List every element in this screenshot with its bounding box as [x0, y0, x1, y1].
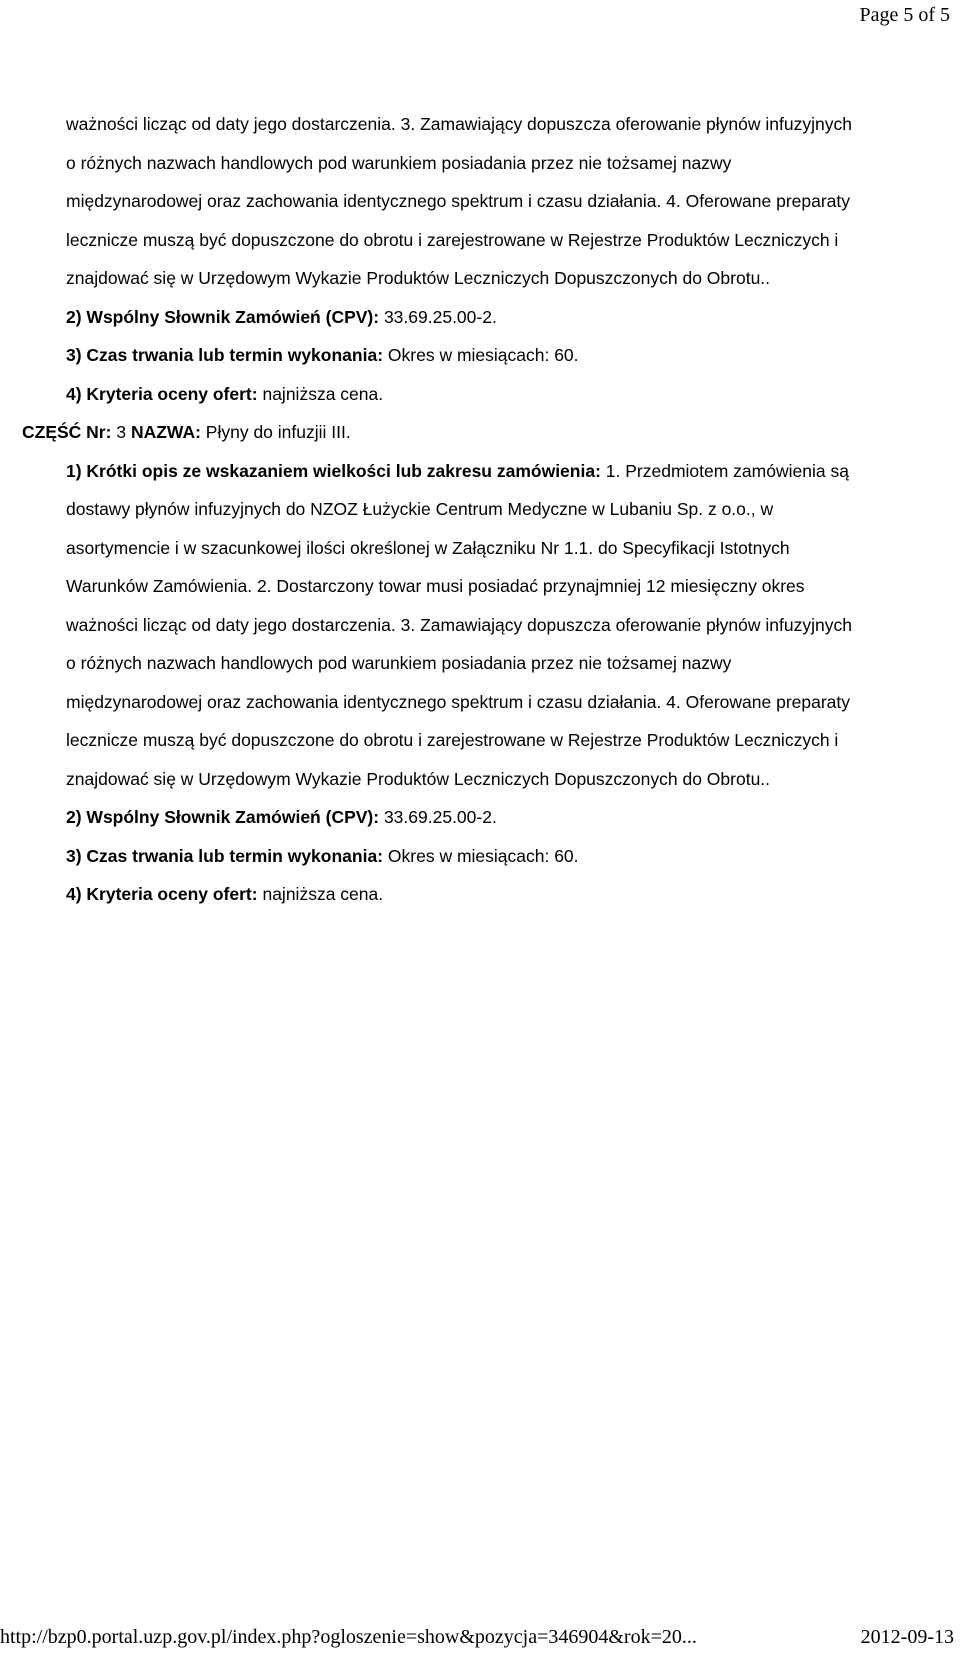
cpv-label: 2) Wspólny Słownik Zamówień (CPV): [66, 306, 380, 327]
duration-label: 3) Czas trwania lub termin wykonania: [66, 345, 384, 365]
criteria-row [66, 375, 946, 414]
cpv-value: 33.69.25.00-2. [383, 807, 497, 827]
part-heading [22, 413, 902, 452]
description-line: znajdować się w Urzędowym Wykazie Produktów Leczniczych Dopuszczonych do Obrotu.. [66, 768, 771, 789]
description-line: ważności licząc od daty jego dostarczenia. 3. Zamawiający dopuszcza oferowanie płynów infuzyjnych [66, 114, 852, 134]
part-number: 3 [116, 422, 127, 442]
duration-value: Okres w miesiącach: 60. [387, 345, 579, 365]
footer-url[interactable]: http://bzp0.portal.uzp.gov.pl/index.php?ogloszenie=show&pozycja=346904&rok=20... [0, 1626, 697, 1648]
cpv-value: 33.69.25.00-2. [383, 306, 497, 327]
page-number: Page 5 of 5 [859, 4, 950, 26]
criteria-label: 4) Kryteria oceny ofert: [66, 383, 258, 404]
description-line: lecznicze muszą być dopuszczone do obrotu i zarejestrowane w Rejestrze Produktów Leczniczych i [66, 229, 839, 250]
short-description-row [22, 452, 902, 491]
part-label: CZĘŚĆ Nr: [22, 422, 112, 442]
part-section [22, 413, 902, 914]
duration-label: 3) Czas trwania lub termin wykonania: [66, 845, 384, 866]
criteria-value: najniższa cena. [262, 383, 384, 404]
duration-row [22, 837, 902, 876]
criteria-label: 4) Kryteria oceny ofert: [66, 884, 258, 904]
part-name-label: NAZWA: [130, 422, 201, 442]
cpv-row [22, 798, 902, 837]
duration-value: Okres w miesiącach: 60. [387, 845, 579, 866]
short-description-label: 1) Krótki opis ze wskazaniem wielkości lub zakresu zamówienia: [66, 460, 601, 481]
criteria-value: najniższa cena. [262, 884, 384, 904]
description-line: międzynarodowej oraz zachowania identycznego spektrum i czasu działania. 4. Oferowane preparaty [66, 691, 851, 712]
description-line: znajdować się w Urzędowym Wykazie Produktów Leczniczych Dopuszczonych do Obrotu.. [66, 268, 771, 288]
short-description-first: 1. Przedmiotem zamówienia są [605, 460, 849, 481]
criteria-row [22, 875, 902, 914]
description-line: o różnych nazwach handlowych pod warunkiem posiadania przez nie tożsamej nazwy [66, 152, 732, 173]
description-line: o różnych nazwach handlowych pod warunkiem posiadania przez nie tożsamej nazwy [66, 653, 732, 673]
cpv-row [66, 298, 946, 337]
footer-date: 2012-09-13 [860, 1626, 954, 1648]
part-name-value: Płyny do infuzjii III. [205, 422, 351, 442]
duration-row [66, 336, 946, 375]
description-line: ważności licząc od daty jego dostarczenia. 3. Zamawiający dopuszcza oferowanie płynów infuzyjnych [66, 614, 852, 635]
description-line: asortymencie i w szacunkowej ilości określonej w Załączniku Nr 1.1. do Specyfikacji Istotnych [66, 537, 790, 558]
description-line: dostawy płynów infuzyjnych do NZOZ Łużyckie Centrum Medyczne w Lubaniu Sp. z o.o., w [66, 499, 774, 519]
top-section [66, 105, 946, 413]
description-line: Warunków Zamówienia. 2. Dostarczony towar musi posiadać przynajmniej 12 miesięczny okres [66, 576, 805, 596]
description-line: międzynarodowej oraz zachowania identycznego spektrum i czasu działania. 4. Oferowane preparaty [66, 191, 851, 211]
short-description-body [22, 490, 902, 798]
cpv-label: 2) Wspólny Słownik Zamówień (CPV): [66, 807, 380, 827]
description-line: lecznicze muszą być dopuszczone do obrotu i zarejestrowane w Rejestrze Produktów Leczniczych i [66, 730, 839, 750]
